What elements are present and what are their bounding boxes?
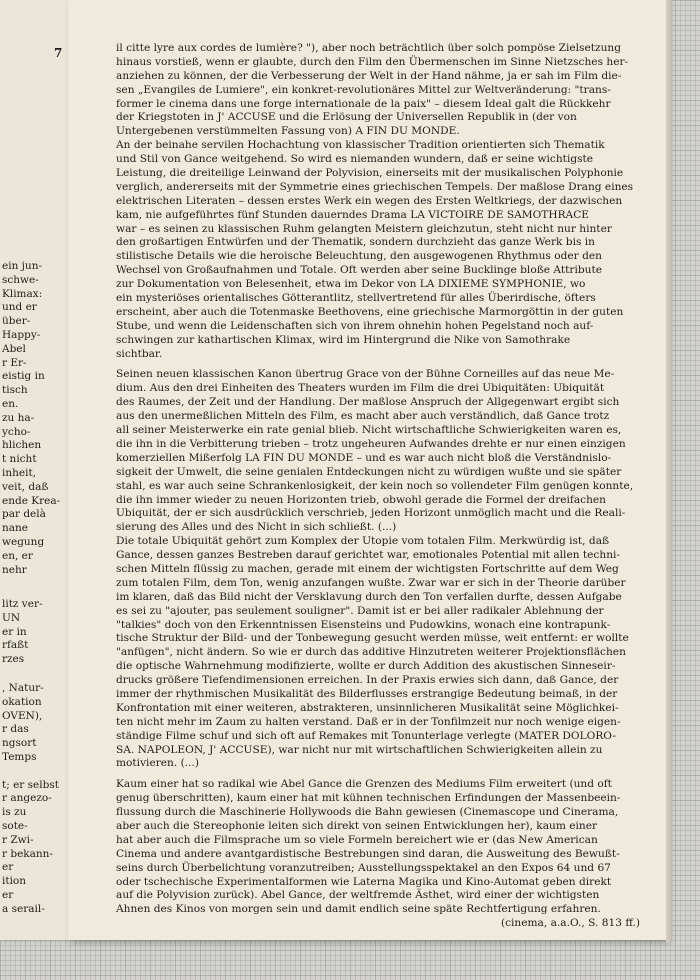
text-line: all seiner Meisterwerke ein rate genial blieb. Nicht wirtschaftliche Schwierigkeiten waren es, [116, 424, 622, 437]
main-page [68, 0, 666, 940]
text-line: und er [2, 301, 37, 314]
text-line: drucks größere Tiefendimensionen erreichen. In der Praxis erwies sich dann, daß Gance, der [116, 674, 619, 687]
text-line: is zu [2, 806, 27, 819]
text-line: ition [2, 875, 27, 888]
text-line: Temps [2, 750, 37, 763]
text-line: sierung des Alles und des Nicht in sich schließt. (...) [116, 521, 397, 534]
text-line: schen Mitteln flüssig zu machen, gerade mit einem der wichtigsten Fortschritte auf dem Weg [116, 562, 619, 575]
text-line: komerziellen Mißerfolg LA FIN DU MONDE – und es war auch nicht bloß die Verständnislo- [116, 451, 612, 464]
text-line: die optische Wahrnehmung modifizierte, wollte er durch Addition des akustischen Sinneseir- [116, 660, 616, 673]
text-line: Abel [2, 342, 26, 355]
citation: (cinema, a.a.O., S. 813 ff.) [500, 917, 640, 930]
text-line: zu ha- [2, 411, 35, 424]
text-line: wegung [2, 535, 45, 548]
text-line: litz ver- [2, 598, 43, 610]
left-facing-page [0, 0, 68, 940]
text-line: seins durch Überbelichtung voranzutreiben; Ausstellungsspektakel an den Expos 64 und 67 [116, 861, 611, 874]
text-line: r Er- [2, 356, 27, 369]
text-line: rzes [2, 653, 25, 666]
text-line: Leistung, die dreiteilige Leinwand der Polyvision, einerseits mit der musikalischen Polyphonie [116, 167, 624, 180]
text-line: en. [2, 397, 19, 410]
page-edge [666, 0, 672, 942]
text-line: former le cinema dans une forge internationale de la paix" – diesem Ideal galt die Rückkehr [116, 97, 611, 110]
text-line: des Raumes, der Zeit und der Handlung. Der maßlose Anspruch der Allgegenwart ergibt sich [116, 396, 620, 409]
text-line: er [2, 888, 14, 901]
text-line: der Kriegstoten in J' ACCUSE und die Erlösung der Universellen Republik in (der von [116, 111, 577, 124]
text-line: verglich, andererseits mit der Symmetrie eines griechischen Tempels. Der maßlose Drang eines [116, 180, 634, 193]
text-line: OVEN), [2, 709, 43, 722]
text-line: erscheint, aber auch die Totenmaske Beethovens, eine griechische Marmorgöttin in der guten [116, 305, 624, 318]
left-page-text-block-1 [2, 260, 68, 577]
text-line: ngsort [2, 737, 37, 750]
text-line: die ihn immer wieder zu neuen Horizonten trieb, obwohl gerade die Formel der dreifachen [116, 493, 606, 506]
text-line: Wechsel von Großaufnahmen und Totale. Oft werden aber seine Bucklinge bloße Attribute [116, 264, 602, 277]
text-line: ycho- [2, 425, 31, 438]
text-line: rfaßt [2, 639, 29, 652]
text-line: hlichen [2, 439, 42, 452]
text-line: , Natur- [2, 682, 44, 694]
text-line: veit, daß [2, 480, 49, 493]
text-line: Stube, und wenn die Leidenschaften sich von ihrem ohnehin hohen Pegelstand noch auf- [116, 319, 594, 332]
text-line: a serail- [2, 902, 45, 915]
text-line: es sei zu "ajouter, pas seulement souligner". Damit ist er bei aller radikaler Ablehnung der [116, 604, 604, 617]
text-line: ein mysteriöses orientalisches Götterantlitz, stellvertretend für alles Überirdische, öfters [116, 292, 596, 305]
left-page-text-block-3 [2, 682, 68, 917]
text-line: sote- [2, 819, 28, 832]
text-line: schwingen zur kathartischen Klimax, wird im Hintergrund die Nike von Samothrake [116, 333, 571, 346]
text-line: Seinen neuen klassischen Kanon übertrug Grace von der Bühne Corneilles auf das neue Me- [116, 368, 615, 381]
left-page-text-block-2 [2, 598, 68, 667]
text-line [2, 765, 68, 779]
text-line: den großartigen Entwürfen und der Thematik, sondern durchzieht das ganze Werk bis in [116, 236, 595, 249]
text-line: aus den unermeßlichen Mitteln des Film, es macht aber auch verständlich, daß Gance trotz [116, 410, 610, 423]
text-line: schwe- [2, 273, 39, 286]
text-line: Kaum einer hat so radikal wie Abel Gance die Grenzen des Mediums Film erweitert (und oft [116, 778, 612, 791]
text-line: zur Dokumentation von Belesenheit, etwa im Dekor von LA DIXIEME SYMPHONIE, wo [116, 278, 586, 291]
text-line: An der beinahe servilen Hochachtung von klassischer Tradition orientierten sich Thematik [116, 139, 605, 152]
text-line: "anfügen", nicht ändern. So wie er durch das additive Hinzutreten weiterer Projektionsflächen [116, 646, 626, 659]
text-line: Cinema und andere avantgardistische Bestrebungen sind daran, die Ausweitung des Bewußt- [116, 847, 620, 860]
text-line: sen „Evangiles de Lumiere", ein konkret-revolutionäres Mittel zur Weltveränderung: "trans- [116, 83, 611, 96]
text-line: genug überschritten), kaum einer hat mit kühnen technischen Erfindungen der Massenbeein- [116, 792, 621, 805]
text-column [116, 42, 646, 931]
text-line: Happy- [2, 328, 41, 341]
text-line: Ubiquität, der er sich ausdrücklich verschrieb, jeden Horizont unmöglich macht und die Reali- [116, 507, 626, 520]
text-line: dium. Aus den drei Einheiten des Theaters wurden im Film die drei Ubiquitäten: Ubiquität [116, 382, 605, 395]
text-line: en, er [2, 549, 33, 562]
text-line: sigkeit der Umwelt, die seine genialen Entdeckungen nicht zu würdigen wußte und sie später [116, 465, 622, 478]
text-line: SA. NAPOLEON, J' ACCUSE), war nicht nur mit wirtschaftlichen Schwierigkeiten allein zu [116, 743, 603, 756]
text-line: ein jun- [2, 260, 43, 272]
text-line: t; er selbst [2, 778, 59, 791]
text-line: r bekann- [2, 847, 53, 860]
text-line: nehr [2, 563, 27, 576]
text-line: über- [2, 315, 31, 328]
text-line: oder tschechische Experimentalformen wie Laterna Magika und Kino-Automat geben direkt [116, 875, 612, 888]
text-line: zum totalen Film, dem Ton, wenig anzufangen wußte. Zwar war er sich in der Theorie darüber [116, 576, 626, 589]
text-line: ten nicht mehr im Zaum zu halten verstand. Daß er in der Tonfilmzeit nur noch wenige eigen- [116, 715, 621, 728]
text-line: flussung durch die Maschinerie Hollywoods die Bahn gewiesen (Cinemascope und Cinerama, [116, 806, 619, 819]
text-line: stilistische Details wie die heroische Beleuchtung, den ausgewogenen Rhythmus oder den [116, 250, 602, 263]
text-line: im klaren, daß das Bild nicht der Versklavung durch den Ton verfallen durfte, dessen Aufgabe [116, 590, 622, 603]
text-line: und Stil von Gance weitgehend. So wird es niemanden wundern, daß er seine wichtigste [116, 153, 594, 166]
text-line: UN [2, 611, 21, 624]
text-line: "talkies" doch von den Erkenntnissen Eisensteins und Pudowkins, wonach eine kontrapunk- [116, 618, 611, 631]
text-line: r das [2, 723, 29, 736]
text-line: eistig in [2, 370, 45, 383]
text-line: tisch [2, 384, 28, 397]
text-line: aber auch die Stereophonie leiten sich direkt von seinen Entwicklungen her), kaum einer [116, 819, 598, 832]
text-line: t nicht [2, 453, 37, 466]
text-line: sichtbar. [116, 347, 163, 360]
text-line: er in [2, 625, 27, 638]
text-line: inheit, [2, 466, 37, 479]
text-line: hinaus vorstieß, wenn er glaubte, durch den Film den Übermenschen im Sinne Nietzsches her- [116, 55, 629, 68]
page-number: 7 [54, 46, 63, 60]
text-line: Ahnen des Kinos von morgen sein und damit endlich seine späte Rechtfertigung erfahren. [116, 903, 601, 916]
text-line: Die totale Ubiquität gehört zum Komplex der Utopie vom totalen Film. Merkwürdig ist, daß [116, 535, 610, 548]
text-line: immer der rhythmischen Musikalität des Bilderflusses erstrangige Bedeutung beimaß, in der [116, 687, 618, 700]
text-line: elektrischen Literaten – dessen erstes Werk ein wegen des Ersten Weltkriegs, der dazwischen [116, 194, 623, 207]
text-line: r angezo- [2, 792, 52, 805]
text-line: Gance, dessen ganzes Bestreben darauf gerichtet war, emotionales Potential mit allen techni- [116, 549, 620, 562]
text-line: die ihn in die Verbitterung trieben – trotz ungeheuren Aufwandes drehte er nur einen einzigen [116, 437, 626, 450]
text-line: kam, nie aufgeführtes fünf Stunden dauerndes Drama LA VICTOIRE DE SAMOTHRACE [116, 208, 590, 221]
text-line: ende Krea- [2, 494, 61, 507]
paragraph-3 [116, 778, 646, 917]
text-line: motivieren. (...) [116, 757, 199, 770]
text-line: okation [2, 695, 42, 708]
paragraph-2 [116, 368, 646, 771]
text-line: er [2, 861, 14, 874]
text-line: par delà [2, 508, 46, 521]
text-line: nane [2, 522, 28, 535]
text-line: war – es seinen zu klassischen Ruhm gelangten Meistern gleichzutun, steht nicht nur hinter [116, 222, 612, 235]
text-line: ständige Filme schuf und sich oft auf Remakes mit Tonunterlage verlegte (MATER DOLORO- [116, 729, 616, 742]
text-line: anziehen zu können, der die Verbesserung der Welt in der Hand nähme, ja er sah im Film die- [116, 69, 622, 82]
text-line: Untergebenen verstümmelten Fassung von) A FIN DU MONDE. [116, 125, 460, 138]
text-line: r Zwi- [2, 833, 34, 846]
text-line: Klimax: [2, 287, 43, 300]
text-line: tische Struktur der Bild- und der Tonbewegung gesucht werden müsse, weit entfernt: er wollte [116, 632, 629, 645]
text-line: auf die Polyvision zurück). Abel Gance, der weltfremde Ästhet, wird einer der wichtigsten [116, 889, 600, 902]
text-line: il citte lyre aux cordes de lumière? "), aber noch beträchtlich über solch pompöse Zielsetzung [116, 42, 622, 54]
text-line: stahl, es war auch seine Schrankenlosigkeit, der kein noch so vollendeter Film genügen konnte, [116, 479, 634, 492]
text-line: Konfrontation mit einer weiteren, abstrakteren, unsinnlicheren Musikalität seine Möglichkei- [116, 701, 619, 714]
text-line: hat aber auch die Filmsprache um so viele Formeln bereichert wie er (das New American [116, 833, 598, 846]
paragraph-1 [116, 42, 646, 361]
